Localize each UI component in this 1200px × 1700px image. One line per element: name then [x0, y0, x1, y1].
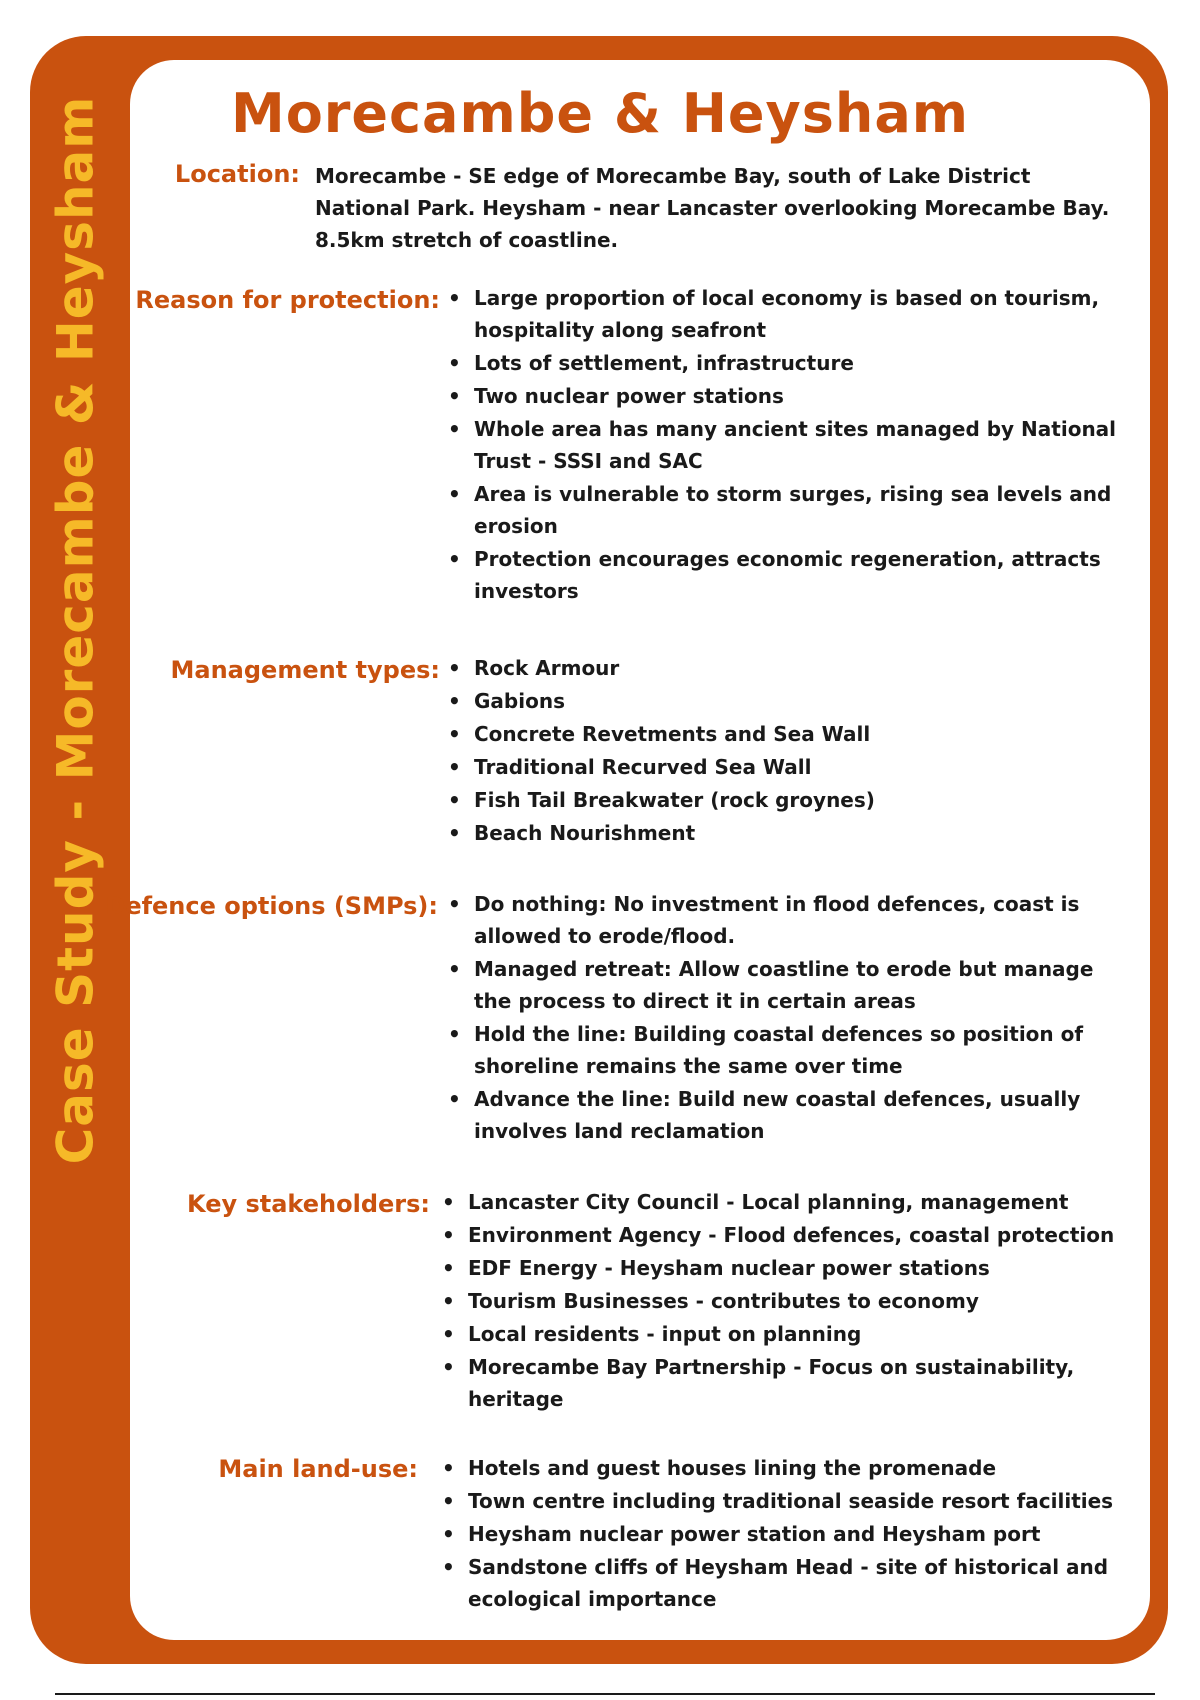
list-item: • Concrete Revetments and Sea Wall	[448, 718, 1128, 750]
list-item: • Fish Tail Breakwater (rock groynes)	[448, 784, 1128, 816]
list-item: • Town centre including traditional seaside resort facilities	[442, 1485, 1142, 1517]
list-item: • Advance the line: Build new coastal defences, usually involves land reclamation	[448, 1083, 1128, 1147]
list-item: • Managed retreat: Allow coastline to erode but manage the process to direct it in certain areas	[448, 953, 1128, 1017]
list-item: • Hotels and guest houses lining the promenade	[442, 1452, 1142, 1484]
list-item: • Local residents - input on planning	[442, 1318, 1142, 1350]
side-title-text: Case Study - Morecambe & Heysham	[46, 95, 105, 1165]
footer-divider	[55, 1693, 1155, 1695]
list-item: • Beach Nourishment	[448, 817, 1128, 849]
reason-list	[448, 282, 1128, 608]
list-item: • Hold the line: Building coastal defences so position of shoreline remains the same over time	[448, 1018, 1128, 1082]
management-list	[448, 652, 1128, 850]
list-item: • Traditional Recurved Sea Wall	[448, 751, 1128, 783]
defence-label: Defence options (SMPs):	[105, 892, 438, 920]
list-item: • Do nothing: No investment in flood defences, coast is allowed to erode/flood.	[448, 888, 1128, 952]
location-text: Morecambe - SE edge of Morecambe Bay, south of Lake District National Park. Heysham - near Lancaster overlooking Morecambe Bay. 8.5km stretch of coastline.	[315, 164, 1110, 252]
list-item: • Heysham nuclear power station and Heysham port	[442, 1518, 1142, 1550]
list-item: • Environment Agency - Flood defences, coastal protection	[442, 1219, 1142, 1251]
list-item: • Whole area has many ancient sites managed by National Trust - SSSI and SAC	[448, 413, 1128, 477]
list-item: • Sandstone cliffs of Heysham Head - site of historical and ecological importance	[442, 1551, 1142, 1615]
list-item: • EDF Energy - Heysham nuclear power stations	[442, 1252, 1142, 1284]
list-item: • Lancaster City Council - Local planning, management	[442, 1186, 1142, 1218]
list-item: • Gabions	[448, 685, 1128, 717]
list-item: • Area is vulnerable to storm surges, rising sea levels and erosion	[448, 478, 1128, 542]
list-item: • Rock Armour	[448, 652, 1128, 684]
list-item: • Two nuclear power stations	[448, 380, 1128, 412]
list-item: • Lots of settlement, infrastructure	[448, 347, 1128, 379]
list-item: • Tourism Businesses - contributes to economy	[442, 1285, 1142, 1317]
list-item: • Protection encourages economic regeneration, attracts investors	[448, 543, 1128, 607]
page-title: Morecambe & Heysham	[230, 82, 970, 145]
defence-list	[448, 888, 1128, 1148]
list-item: • Morecambe Bay Partnership - Focus on sustainability, heritage	[442, 1351, 1142, 1415]
landuse-list	[442, 1452, 1142, 1616]
reason-label: Reason for protection:	[135, 286, 440, 314]
stakeholders-label: Key stakeholders:	[187, 1190, 430, 1218]
landuse-label: Main land-use:	[218, 1455, 418, 1483]
stakeholders-list	[442, 1186, 1142, 1416]
side-title	[40, 80, 110, 1180]
list-item: • Large proportion of local economy is based on tourism, hospitality along seafront	[448, 282, 1128, 346]
management-label: Management types:	[170, 656, 440, 684]
location-label: Location:	[174, 160, 300, 188]
